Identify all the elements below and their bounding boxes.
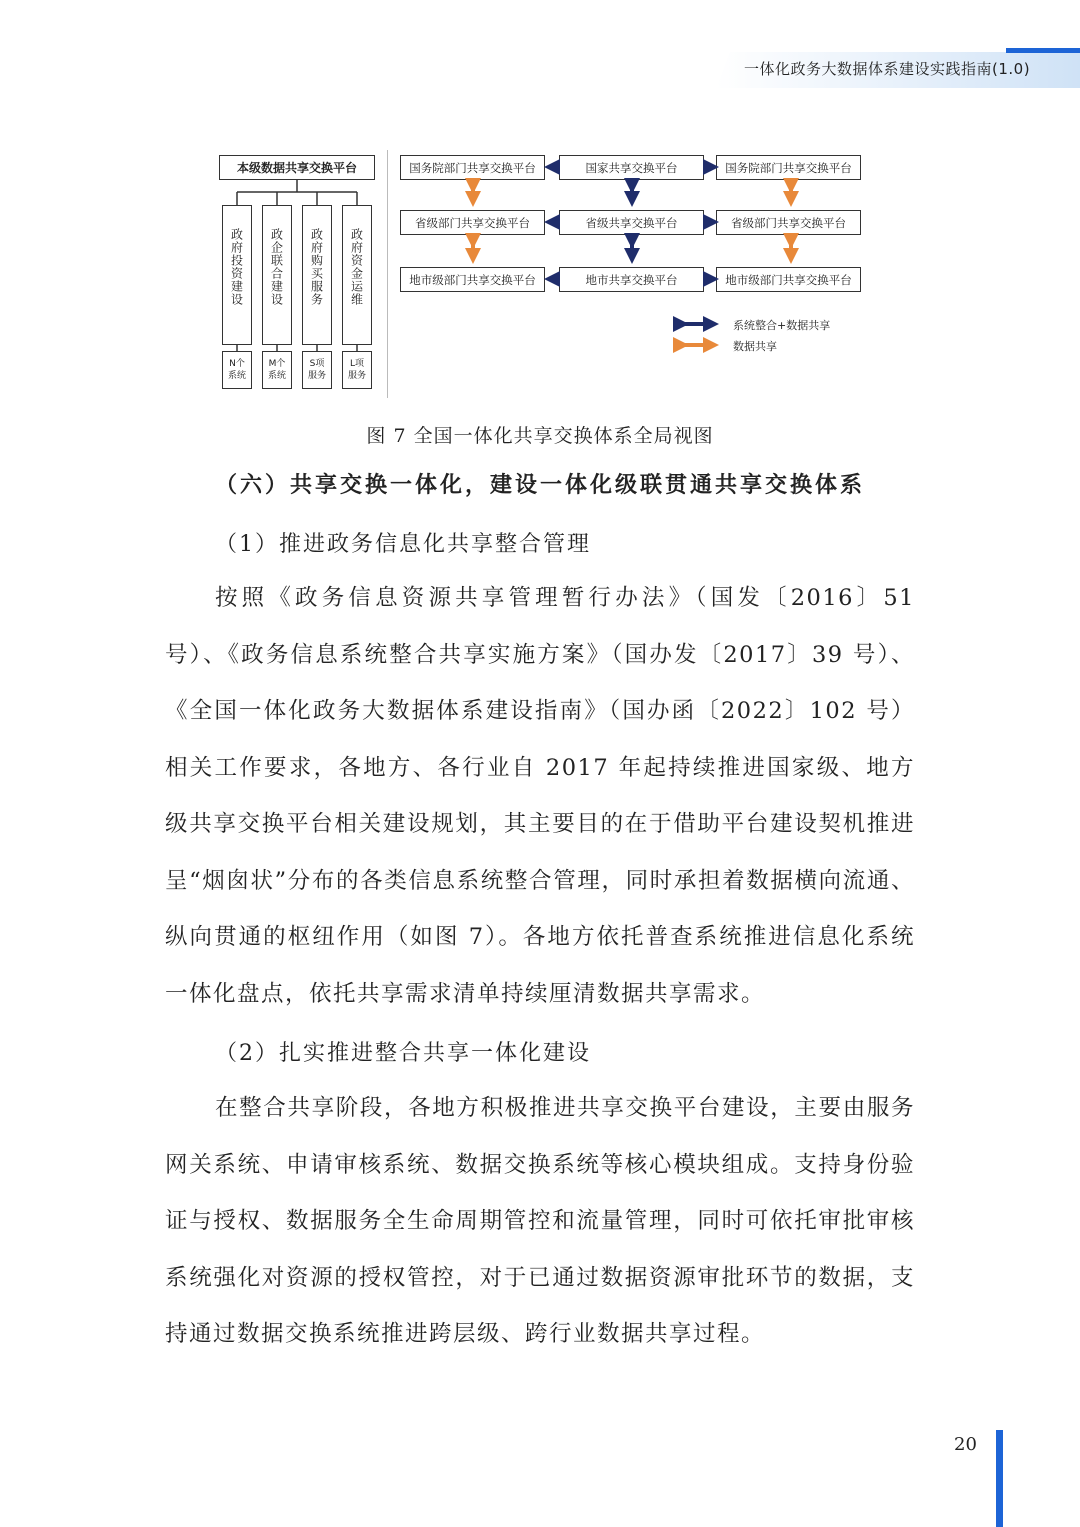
grid-box: 省级部门共享交换平台	[400, 210, 545, 235]
column-box: 政府投资建设	[222, 205, 252, 345]
grid-box: 省级部门共享交换平台	[716, 210, 861, 235]
column-box: 政府资金运维	[342, 205, 372, 345]
subheading-1: （1）推进政务信息化共享整合管理	[215, 532, 591, 557]
legend-label: 系统整合+数据共享	[733, 319, 831, 332]
column-sub-box: N个系统	[222, 351, 252, 389]
column-sub-box: S项服务	[302, 351, 332, 389]
left-tree-lines	[215, 178, 380, 208]
grid-box: 国务院部门共享交换平台	[400, 155, 545, 180]
column-sub-box: L项服务	[342, 351, 372, 389]
diagram-divider	[387, 150, 388, 398]
column-box: 政企联合建设	[262, 205, 292, 345]
grid-box: 国务院部门共享交换平台	[716, 155, 861, 180]
paragraph-1: 按照《政务信息资源共享管理暂行办法》（国发〔2016〕51 号）、《政务信息系统整合共享实施方案》（国办发〔2017〕39 号）、《全国一体化政务大数据体系建设指南》（国办函〔2022〕102 号）相关工作要求，各地方、各行业自 2017 年起持续推进国家级、地方级共享交换平台相关建设规划，其主要目的在于借助平台建设契机推进呈“烟囱状”分布的各类信息系统整合管理，同时承担着数据横向流通、纵向贯通的枢纽作用（如图 7）。各地方依托普查系统推进信息化系统一体化盘点，依托共享需求清单持续厘清数据共享需求。	[165, 585, 915, 1007]
grid-box: 省级共享交换平台	[559, 210, 704, 235]
subheading-2: （2）扎实推进整合共享一体化建设	[215, 1041, 591, 1066]
grid-box: 地市级部门共享交换平台	[400, 267, 545, 292]
page-number: 20	[954, 1434, 977, 1455]
figure-caption: 图 7 全国一体化共享交换体系全局视图	[366, 425, 714, 447]
left-title-box: 本级数据共享交换平台	[219, 155, 375, 180]
grid-box: 地市共享交换平台	[559, 267, 704, 292]
section-heading: （六）共享交换一体化，建设一体化级联贯通共享交换体系	[215, 472, 866, 498]
page-accent-bar	[996, 1430, 1003, 1527]
paragraph-2: 在整合共享阶段，各地方积极推进共享交换平台建设，主要由服务网关系统、申请审核系统、数据交换系统等核心模块组成。支持身份验证与授权、数据服务全生命周期管控和流量管理，同时可依托审批审核系统强化对资源的授权管控，对于已通过数据资源审批环节的数据，支持通过数据交换系统推进跨层级、跨行业数据共享过程。	[165, 1095, 915, 1347]
grid-box: 地市级部门共享交换平台	[716, 267, 861, 292]
column-box: 政府购买服务	[302, 205, 332, 345]
grid-box: 国家共享交换平台	[559, 155, 704, 180]
column-sub-box: M个系统	[262, 351, 292, 389]
legend-label: 数据共享	[733, 340, 777, 353]
header-title: 一体化政务大数据体系建设实践指南(1.0)	[744, 60, 1031, 78]
